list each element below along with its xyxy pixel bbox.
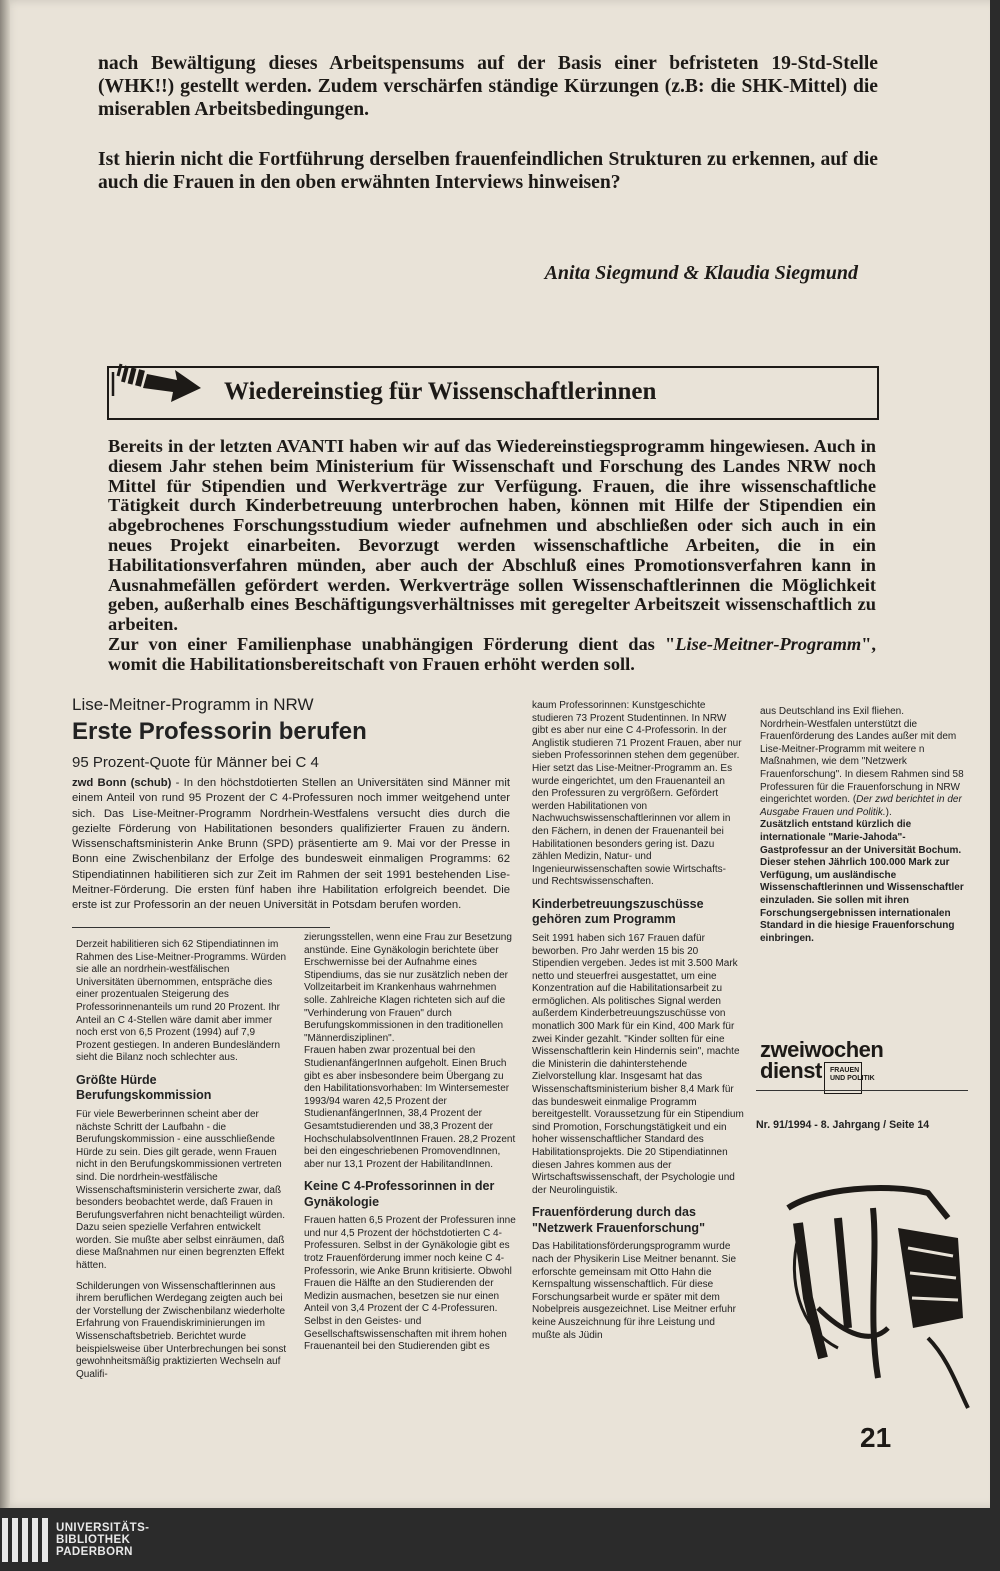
clipping-column-3: kaum Professorinnen: Kunstgeschichte studieren 73 Prozent Studentinnen. In NRW gibt es aber nur eine C 4-Professorin. In der Anglistik studieren 71 Prozent Frauen, aber nur sieben Professorinnen stehen dem gegenüber. Hier setzt das Lise-Meitner-Programm an. Es wurde eingerichtet, um den Frauenanteil an den Professuren zu vergrößern. Gefördert werden Habilitationen von Nachwuchswissenschaftlerinnen vor allem in den Fächern, in denen der Frauenanteil bei Habilitationen besonders gering ist. Dazu zählen Medizin, Natur- und Ingenieurwissenschaften sowie Wirtschafts- und Rechtswissenschaften. Kinderbetreuungszuschüsse gehören zum Programm Seit 1991 haben sich 167 Frauen dafür beworben. Pro Jahr werden 15 bis 20 Stipendien vergeben. Jedes ist mit 3.500 Mark netto und steuerfrei ausgestattet, um eine Konzentration auf die Habilitationsarbeit zu ermöglichen. Als politisches Signal werden außerdem Kinderbetreuungszuschüsse von monatlich 300 Mark für ein Kind, 400 Mark für zwei Kinder gezahlt. "Kinder sollten für eine Wissenschaftlerin kein Hindernis sein", machte die Ministerin die dahinterstehende Zielvorstellung klar. Insgesamt hat das Wissenschaftsministerium bisher 8,4 Mark für das bundesweit einmalige Programm bereitgestellt. Voraussetzung für ein Stipendium sind Promotion, Forschungstätigkeit und ein hoher wissenschaftlicher Standard des Habilitationsprojekts. Die 20 Stipendiatinnen diesen Jahres kommen aus der Wirtschaftswissenschaft, der Psychologie und der Neurolinguistik. Frauenförderung durch das "Netzwerk Frauenforschung" Das Habilitationsförderungsprogramm wurde nach der Physikerin Lise Meitner benannt. Sie erforschte gemeinsam mit Otto Hahn die Kernspaltung wissenschaftlich. Für diese Forschungsarbeit wurde er später mit dem Nobelpreis ausgezeichnet. Lise Meitner erfuhr keine Auszeichnung für ihre Leistung und mußte als Jüdin [532, 700, 744, 1341]
issue-info: Nr. 91/1994 - 8. Jahrgang / Seite 14 [756, 1119, 930, 1131]
clipping-lead: zwd Bonn (schub) - In den höchstdotierten Stellen an Universitäten sind Männer mit einem Anteil von rund 95 Prozent der C 4-Professuren noch immer weitgehend unter sich. Das Lise-Meitner-Programm Nordrhein-Westfalens versucht dies durch die gezielte Förderung von Habilitationen besonders qualifizierter Frauen zu ändern. Wissenschaftsministerin Anke Brunn (SPD) präsentierte am 9. Mai vor der Presse in Bonn eine Zwischenbilanz der Erfolge des bundesweit einmaligen Programms: 62 Stipendiatinnen habilitieren sich zur Zeit im Rahmen der seit 1991 bestehenden Lise-Meitner-Förderung. Die ersten fünf haben ihre Habilitation erfolgreich beendet. Die erste ist zur Professorin an der neuen Universität in Potsdam berufen worden. [72, 777, 510, 912]
clipping-kicker: Lise-Meitner-Programm in NRW [72, 695, 314, 714]
clipping-column-2: zierungsstellen, wenn eine Frau zur Besetzung anstünde. Eine Gynäkologin berichtete über Erschwernisse bei der Aufnahme eines Stipendiums, das sie nur zusätzlich neben der Vollzeitarbeit im Krankenhaus wahrnehmen solle. Zahlreiche Klagen richteten sich auf die "Verhinderung von Frauen" durch Berufungskommissionen in den traditionellen "Männerdisziplinen". Frauen haben zwar prozentual bei den StudienanfängerInnen aufgeholt. Einen Bruch gibt es aber insbesondere beim Übergang zu den Habilitationsvorhaben: Im Wintersemester 1993/94 waren 42,5 Prozent der StudienanfängerInnen, 38,4 Prozent der Gesamtstudierenden und 38,3 Prozent der HochschulabsolventInnen Frauen. 28,2 Prozent bei den eingeschriebenen PromovendInnen, aber nur 13,1 Prozent der HabilitandInnen. Keine C 4-Professorinnen in der Gynäkologie Frauen hatten 6,5 Prozent der Professuren inne und nur 4,5 Prozent der höchstdotierten C 4-Professuren. Selbst in der Gynäkologie gibt es trotz Frauenförderung immer noch keine C 4-Professorin, wie Anke Brunn kritisierte. Obwohl Frauen die Hälfte an den Studierenden der Medizin ausmachen, besetzen sie nur einen Anteil von 3,4 Prozent der C 4-Professuren. Selbst in den Geistes- und Gesellschaftswissenschaften mit ihrem hohen Frauenanteil bei den Studierenden gibt es [304, 932, 519, 1354]
page-number: 21 [860, 1422, 892, 1453]
library-logo: UNIVERSITÄTS- BIBLIOTHEK PADERBORN [0, 1512, 149, 1567]
divider [756, 1090, 968, 1091]
section-headline-box [107, 366, 879, 420]
clipping-column-1: Derzeit habilitieren sich 62 Stipendiatinnen im Rahmen des Lise-Meitner-Programms. Würden sie alle an nordrhein-westfälischen Universitäten übernommen, entspräche dies einer prozentualen Steigerung des Professorinnenanteils um rund 20 Prozent. Ihr Anteil an C 4-Stellen wäre damit aber immer noch erst von 6,5 Prozent (1994) auf 7,9 Prozent gestiegen. In anderen Bundesländern sieht die Bilanz noch schlechter aus. Größte Hürde Berufungskommission Für viele Bewerberinnen scheint aber der nächste Schritt der Laufbahn - die Berufungskommission - eine ausschließende Hürde zu sein. Dies gilt gerade, wenn Frauen nicht in den Berufungskommissionen vertreten sind. Die nordrhein-westfälische Wissenschaftsministerin versicherte zwar, daß besonders beobachtet werde, daß Frauen in Berufungsverfahren nicht benachteiligt würden. Dazu seien spezielle Verfahren entwickelt worden. Sie mußte aber selbst einräumen, daß diese Maßnahmen nur einen begrenzten Effekt hätten. Schilderungen von Wissenschaftlerinnen aus ihrem beruflichen Werdegang zeigten auch bei der Vorstellung der Zwischenbilanz wiederholte Erfahrung von Frauendiskriminierungen im Wissenschaftsbetrieb. Berichtet wurde beispielsweise über Unterbrechungen bei sonst gewohnheitsmäßig praktizierten Wechseln auf Qualifi- [76, 939, 289, 1381]
library-footer [0, 1508, 1000, 1571]
lead-byline: zwd Bonn (schub) [72, 777, 172, 789]
clipping-subtitle: 95 Prozent-Quote für Männer bei C 4 [72, 754, 319, 771]
section-body-last: Zur von einer Familienphase unabhängigen Förderung dient das "Lise-Meitner-Programm", womit die Habilitationsbereitschaft von Frauen erhöht werden soll. [108, 633, 876, 674]
library-bars-icon [2, 1518, 48, 1562]
subheading: Größte Hürde Berufungskommission [76, 1072, 212, 1103]
sketch-illustration [778, 1178, 978, 1413]
binding-edge [0, 0, 10, 1508]
section-body [108, 437, 876, 675]
section-title: Wiedereinstieg für Wissenschaftlerinnen [224, 378, 657, 405]
intro-paragraph-1: nach Bewältigung dieses Arbeitspensums auf der Basis einer befristeten 19-Std-Stelle (WHK!!) gestellt werden. Zudem verschärfen ständige Kürzungen (z.B: die SHK-Mittel) die miserablen Arbeitsbedingungen. [98, 53, 878, 120]
divider [72, 927, 330, 928]
author-signature: Anita Siegmund & Klaudia Siegmund [544, 262, 858, 284]
subheading: Keine C 4-Professorinnen in der Gynäkologie [304, 1179, 495, 1209]
clipping-title: Erste Professorin berufen [72, 718, 367, 745]
section-body-main: Bereits in der letzten AVANTI haben wir auf das Wiedereinstiegsprogramm hingewiesen. Auch in diesem Jahr stehen beim Ministerium für Wissenschaft und Forschung des Landes NRW noch Mittel für Stipendien und Werkverträge zur Verfügung. Frauen, die ihre wissenschaftliche Tätigkeit durch Kinderbetreuung unterbrochen haben, können mit Hilfe der Stipendien ein abgebrochenes Forschungsstudium wieder aufnehmen und abschließen oder sich auch in ein neues Projekt einarbeiten. Bevorzugt werden wissenschaftliche Arbeiten, die in ein Habilitationsverfahren münden, aber auch der Abschluß eines Promotionsverfahren kann in Ausnahmefällen gefördert werden. Werkverträge sollen Wissenschaftlerinnen die Möglichkeit geben, außerhalb eines Beschäftigungsverhältnisses mit geregelter Arbeitszeit wissenschaftlich zu arbeiten. [108, 436, 876, 635]
subheading: Kinderbetreuungszuschüsse gehören zum Programm [532, 896, 704, 927]
zwd-logo: zweiwochen dienst FRAUEN UND POLITIK [760, 1037, 970, 1093]
arrow-icon [103, 356, 213, 414]
intro-paragraph-2: Ist hierin nicht die Fortführung derselben frauenfeindlichen Strukturen zu erkennen, auf die auch die Frauen in den oben erwähnten Interviews hinweisen? [98, 149, 878, 193]
clipping-column-4: aus Deutschland ins Exil fliehen. Nordrhein-Westfalen unterstützt die Frauenförderung des Landes außer mit dem Lise-Meitner-Programm mit weitere n Maßnahmen, wie dem "Netzwerk Frauenforschung". In diesem Rahmen sind 58 Professuren für die Frauenforschung in NRW eingerichtet worden. (Der zwd berichtet in der Ausgabe Frauen und Politik.). Zusätzlich entstand kürzlich die internationale "Marie-Jahoda"-Gastprofessur an der Universität Bochum. Dieser stehen Jährlich 100.000 Mark zur Verfügung, um ausländische Wissenschaftlerinnen und Wissenschaftler einzuladen. Sie sollen mit ihren Forschungsergebnissen internationalen Standard in die hiesige Frauenforschung einbringen. [760, 706, 964, 944]
subheading: Frauenförderung durch das "Netzwerk Frauenforschung" [532, 1205, 705, 1235]
